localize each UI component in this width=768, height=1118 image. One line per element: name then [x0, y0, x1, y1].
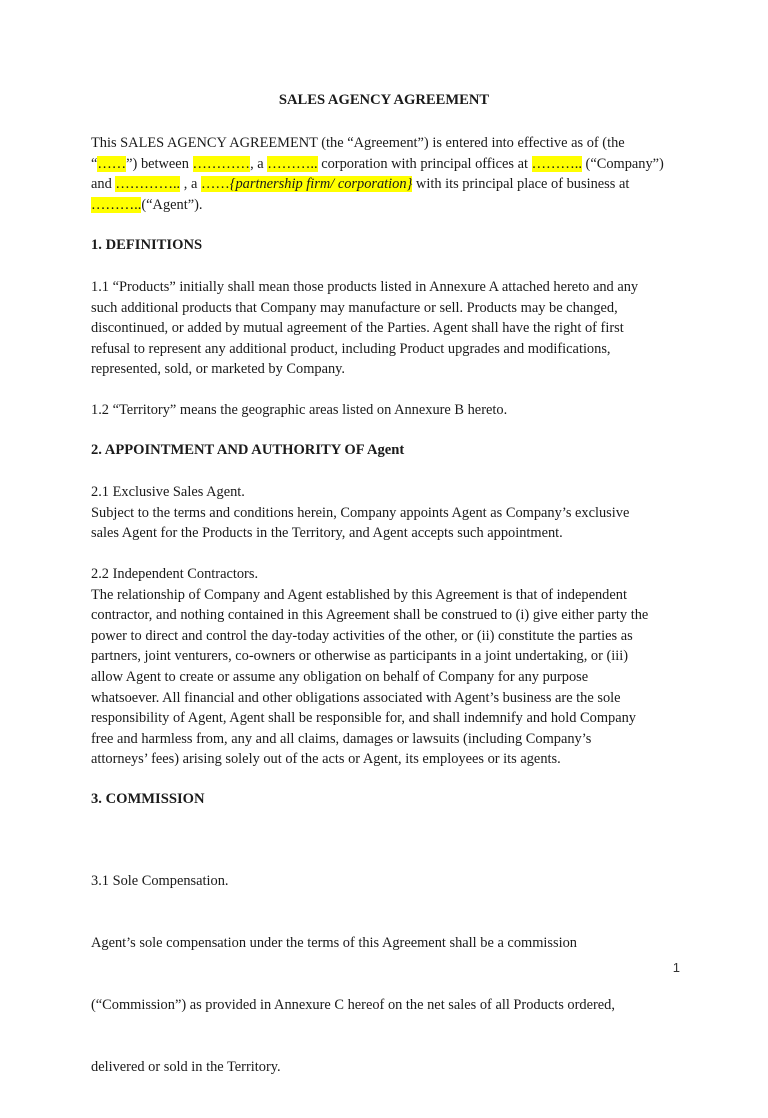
- clause-line: attorneys’ fees) arising solely out of the acts or Agent, its employees or its agents.: [91, 751, 561, 768]
- clause-line: represented, sold, or marketed by Company.: [91, 361, 346, 378]
- clause-line: allow Agent to create or assume any obligation on behalf of Company for any purpose: [91, 668, 589, 685]
- clause-line: responsibility of Agent, Agent shall be responsible for, and shall indemnify and hold Company: [91, 710, 636, 727]
- company-type-blank: ………..: [267, 155, 318, 172]
- company-name-blank: …………: [192, 155, 251, 172]
- intro-text: corporation with principal offices at: [317, 155, 532, 172]
- clause-3-1: [91, 830, 691, 1118]
- document-title: SALES AGENCY AGREEMENT: [278, 92, 490, 108]
- clause-line: delivered or sold in the Territory.: [91, 1058, 281, 1075]
- clause-line: 1.2 “Territory” means the geographic areas listed on Annexure B hereto.: [91, 402, 508, 418]
- section-2-heading: 2. APPOINTMENT AND AUTHORITY OF Agent: [91, 442, 405, 458]
- intro-text: , a: [250, 155, 268, 172]
- intro-line-1: This SALES AGENCY AGREEMENT (the “Agreement”) is entered into effective as of (the: [91, 135, 625, 151]
- clause-line: discontinued, or added by mutual agreement of the Parties. Agent shall have the right of first: [91, 320, 624, 337]
- clause-title: 2.2 Independent Contractors.: [91, 566, 259, 582]
- entity-type-placeholder: {partnership firm/ corporation}: [229, 176, 413, 193]
- intro-text: “: [91, 155, 98, 172]
- blank-dots: ……: [200, 176, 230, 193]
- intro-text: ”) between: [126, 155, 193, 172]
- clause-2-1: [91, 482, 691, 544]
- page-number: 1: [672, 960, 680, 975]
- clause-line: (“Commission”) as provided in Annexure C hereof on the net sales of all Products ordered,: [91, 996, 615, 1013]
- agent-type-blank: [201, 176, 412, 192]
- clause-line: power to direct and control the day-today activities of the other, or (ii) constitute the parties as: [91, 627, 633, 644]
- clause-line: The relationship of Company and Agent established by this Agreement is that of independent: [91, 586, 627, 603]
- clause-line: partners, joint venturers, co-owners or otherwise as participants in a joint undertaking, or (iii): [91, 648, 629, 665]
- clause-line: such additional products that Company may manufacture or sell. Products may be changed,: [91, 299, 618, 316]
- agent-address-blank: ………..: [91, 196, 142, 213]
- intro-text: (“Agent”).: [141, 196, 203, 213]
- intro-text: with its principal place of business at: [412, 176, 630, 193]
- clause-line: whatsoever. All financial and other obligations associated with Agent’s business are the sole: [91, 689, 621, 706]
- clause-line: Agent’s sole compensation under the terms of this Agreement shall be a commission: [91, 934, 577, 951]
- clause-line: sales Agent for the Products in the Territory, and Agent accepts such appointment.: [91, 525, 563, 542]
- intro-paragraph: [91, 133, 691, 215]
- clause-line: Subject to the terms and conditions herein, Company appoints Agent as Company’s exclusive: [91, 504, 630, 521]
- section-1-heading: 1. DEFINITIONS: [91, 237, 203, 253]
- clause-title: 3.1 Sole Compensation.: [91, 873, 229, 890]
- intro-text: and: [91, 176, 116, 193]
- clause-2-2: [91, 564, 691, 770]
- clause-line: refusal to represent any additional product, including Product upgrades and modifications,: [91, 340, 611, 357]
- clause-title: 2.1 Exclusive Sales Agent.: [91, 484, 245, 500]
- intro-text: (“Company”): [581, 155, 664, 172]
- clause-1-1: [91, 277, 691, 380]
- agent-name-blank: …………..: [115, 176, 181, 193]
- company-address-blank: ………..: [531, 155, 582, 172]
- clause-1-2: [91, 400, 691, 421]
- intro-line-4: [91, 195, 691, 216]
- clause-line: free and harmless from, any and all claims, damages or lawsuits (including Company’s: [91, 730, 592, 747]
- clause-line: contractor, and nothing contained in this Agreement shall be construed to (i) give either party the: [91, 607, 649, 624]
- date-blank: ……: [97, 155, 127, 172]
- intro-text: , a: [180, 176, 201, 193]
- clause-line: 1.1 “Products” initially shall mean those products listed in Annexure A attached hereto and any: [91, 279, 639, 295]
- intro-line-2: [91, 154, 691, 175]
- intro-line-3: [91, 174, 691, 195]
- section-3-heading: 3. COMMISSION: [91, 791, 205, 807]
